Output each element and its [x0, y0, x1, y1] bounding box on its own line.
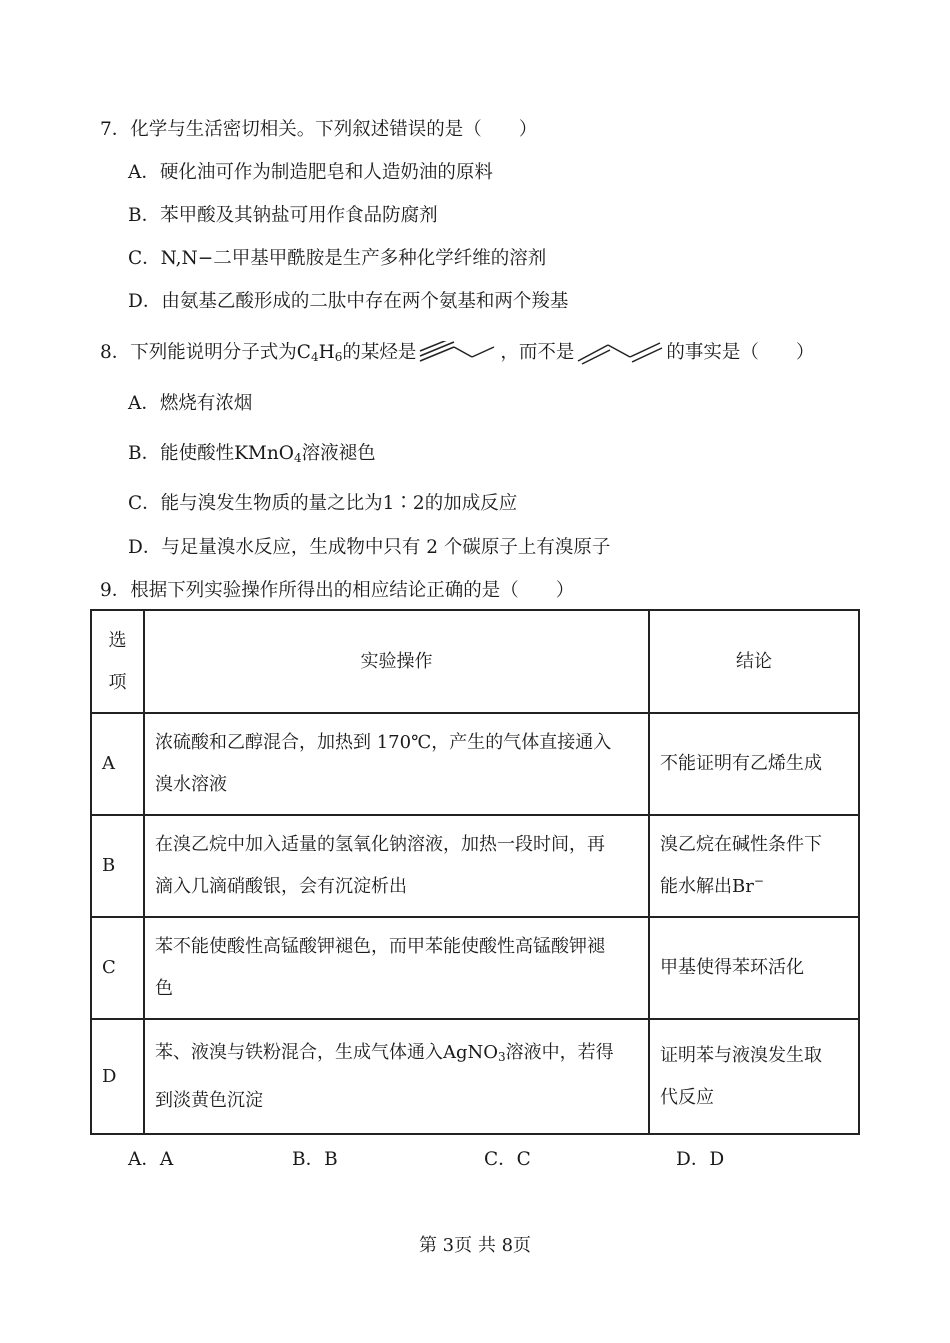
row-conclusion: 不能证明有乙烯生成 [649, 713, 859, 815]
row-operation: 浓硫酸和乙醇混合，加热到 170℃，产生的气体直接通入 溴水溶液 [144, 713, 649, 815]
row-operation: 苯不能使酸性高锰酸钾褪色，而甲苯能使酸性高锰酸钾褪 色 [144, 917, 649, 1019]
question-8-option-c: C．能与溴发生物质的量之比为1∶2的加成反应 [128, 493, 518, 514]
header-conclusion: 结论 [649, 610, 859, 713]
question-8-stem: 8．下列能说明分子式为$C_4H_6$的某烃是 ，而不是 的事实是（ ） [100, 338, 814, 365]
question-9-stem: 9．根据下列实验操作所得出的相应结论正确的是（ ） [100, 580, 575, 601]
row-conclusion: 溴乙烷在碱性条件下 能水解出Br− [649, 815, 859, 917]
row-label: A [91, 713, 144, 815]
row-label: C [91, 917, 144, 1019]
row-conclusion: 证明苯与液溴发生取 代反应 [649, 1019, 859, 1134]
question-7-option-d: D．由氨基乙酸形成的二肽中存在两个氨基和两个羧基 [128, 291, 569, 312]
header-operation: 实验操作 [144, 610, 649, 713]
question-7-option-c: C．N,N−二甲基甲酰胺是生产多种化学纤维的溶剂 [128, 248, 547, 269]
answer-choice-b: B．B [292, 1149, 338, 1170]
row-operation: 在溴乙烷中加入适量的氢氧化钠溶液，加热一段时间，再 滴入几滴硝酸银，会有沉淀析出 [144, 815, 649, 917]
question-7-option-b: B．苯甲酸及其钠盐可用作食品防腐剂 [128, 205, 438, 226]
answer-choice-a: A．A [128, 1149, 174, 1170]
table-row [91, 1019, 859, 1134]
answer-choice-c: C．C [484, 1149, 531, 1170]
page-footer: 第 3页 共 8页 [418, 1235, 532, 1256]
row-label: B [91, 815, 144, 917]
table-row [91, 815, 859, 917]
question-8-option-a: A．燃烧有浓烟 [128, 393, 253, 414]
question-8-option-d: D．与足量溴水反应，生成物中只有 2 个碳原子上有溴原子 [128, 537, 611, 558]
question-8-option-b: B．能使酸性KMnO$_4$溶液褪色 [128, 443, 376, 465]
table-row [91, 713, 859, 815]
table-header-row [91, 610, 859, 713]
but-1-yne-structure [416, 341, 500, 365]
experiment-table [90, 609, 860, 1135]
question-7-stem: 7．化学与生活密切相关。下列叙述错误的是（ ） [100, 119, 538, 140]
row-operation: 苯、液溴与铁粉混合，生成气体通入AgNO$_3$溶液中，若得 到淡黄色沉淀 [144, 1019, 649, 1134]
answer-choice-d: D．D [676, 1149, 725, 1170]
row-conclusion: 甲基使得苯环活化 [649, 917, 859, 1019]
question-7-option-a: A．硬化油可作为制造肥皂和人造奶油的原料 [128, 162, 493, 183]
butadiene-structure [574, 341, 666, 365]
row-label: D [91, 1019, 144, 1134]
header-option: 选 项 [91, 610, 144, 713]
table-row [91, 917, 859, 1019]
